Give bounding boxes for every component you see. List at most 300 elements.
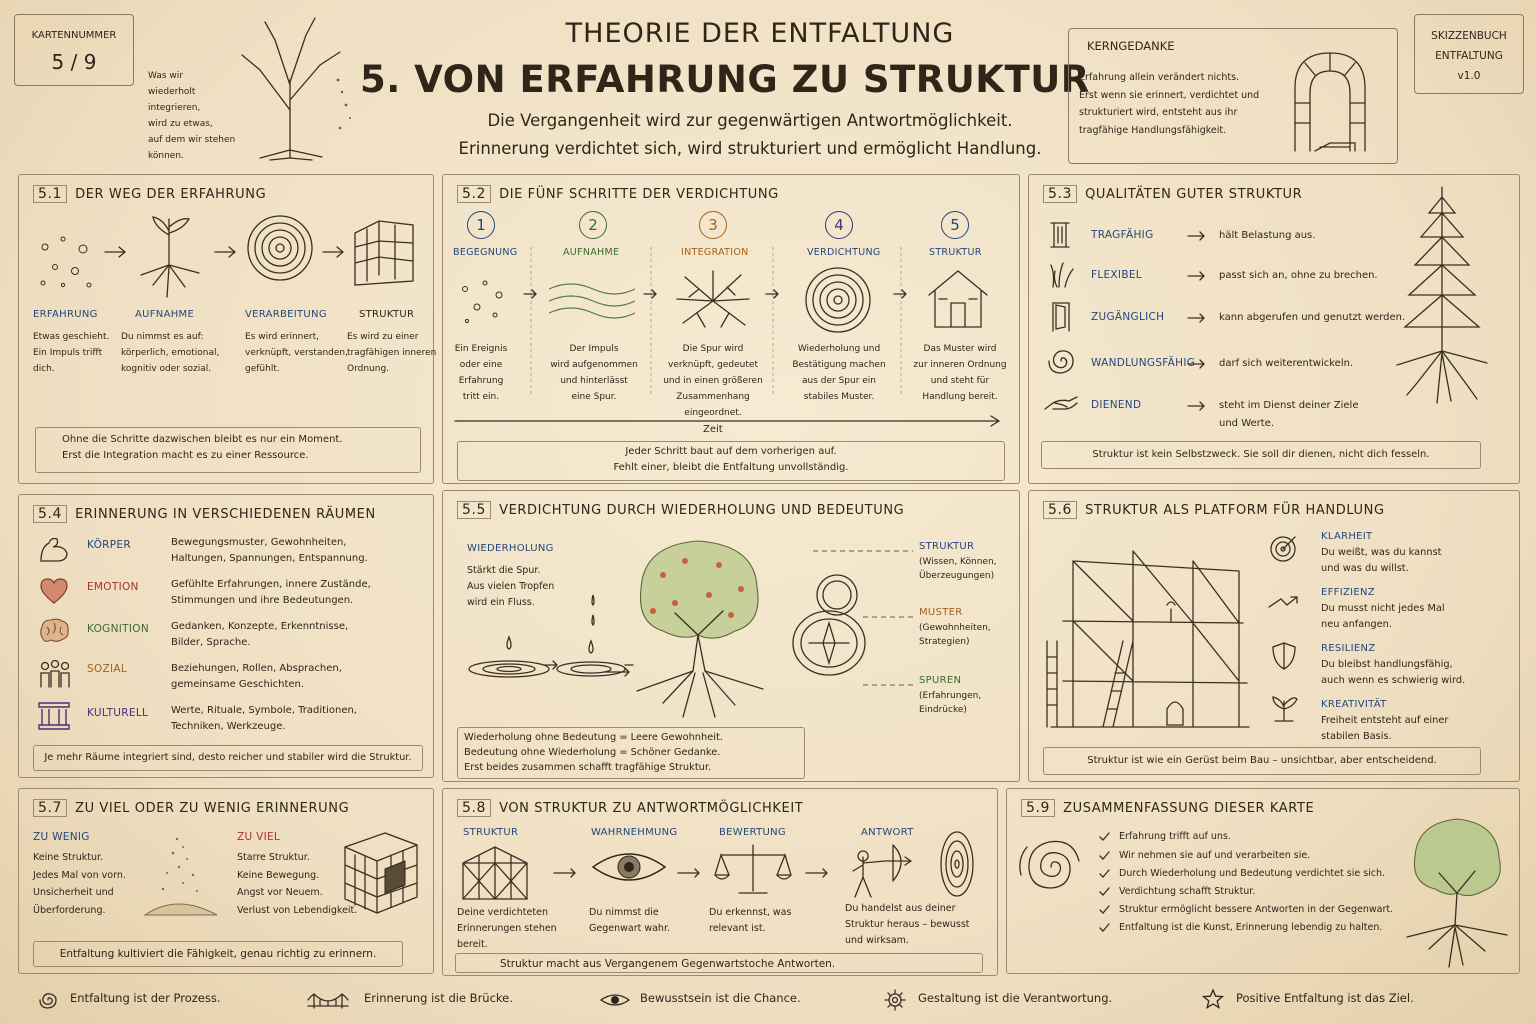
space-line: Werte, Rituale, Symbole, Traditionen, bbox=[171, 705, 357, 716]
stone-wall-icon bbox=[349, 211, 419, 287]
layer-text bbox=[919, 689, 981, 717]
step-line: stabiles Muster. bbox=[803, 392, 875, 402]
temple-icon bbox=[37, 701, 71, 731]
stone-cube-icon bbox=[341, 825, 421, 917]
panel-number: 5.8 bbox=[457, 799, 491, 817]
arrow-icon bbox=[677, 867, 703, 879]
step-line: Es wird erinnert, bbox=[245, 332, 319, 342]
eye-icon bbox=[600, 992, 630, 1008]
summary-item: Durch Wiederholung und Bedeutung verdichtet sie sich. bbox=[1119, 868, 1386, 879]
summary-item: Entfaltung ist die Kunst, Erinnerung lebendig zu halten. bbox=[1119, 922, 1383, 933]
tree-icon bbox=[220, 10, 360, 160]
panel-number: 5.4 bbox=[33, 505, 67, 523]
step-line: und steht für bbox=[930, 376, 990, 386]
card-number-label: KARTENNUMMER bbox=[31, 30, 117, 41]
answer-line: Du nimmst die bbox=[589, 907, 659, 918]
space-label: KULTURELL bbox=[87, 707, 149, 719]
step-label: VERARBEITUNG bbox=[245, 309, 327, 320]
step-line: Handlung bereit. bbox=[922, 392, 998, 402]
step-line: Es wird zu einer bbox=[347, 332, 419, 342]
space-line: Haltungen, Spannungen, Entspannung. bbox=[171, 553, 368, 564]
tree-rings-icon bbox=[803, 265, 873, 335]
step-line: aus der Spur ein bbox=[801, 376, 876, 386]
note-line: Erst die Integration macht es zu einer Ressource. bbox=[62, 450, 309, 461]
tree-icon bbox=[623, 531, 773, 721]
arrow-icon bbox=[1267, 595, 1299, 611]
arrow-icon bbox=[765, 289, 781, 299]
page-subtitle-1: Die Vergangenheit wird zur gegenwärtigen Antwortmöglichkeit. bbox=[487, 111, 1013, 130]
too-few-label: ZU WENIG bbox=[33, 831, 90, 843]
platform-label: RESILIENZ bbox=[1321, 643, 1376, 654]
summary-item: Wir nehmen sie auf und verarbeiten sie. bbox=[1119, 850, 1311, 861]
answer-line: und wirksam. bbox=[845, 935, 909, 946]
step-text bbox=[779, 341, 899, 405]
frame-house-icon bbox=[459, 843, 531, 901]
space-label: KÖRPER bbox=[87, 539, 131, 551]
arrow-icon bbox=[553, 867, 579, 879]
tree-note-line: wiederholt bbox=[148, 87, 196, 97]
panel-5-7 bbox=[18, 788, 434, 974]
too-few-line: Keine Struktur. bbox=[33, 852, 104, 863]
arrow-icon bbox=[1187, 401, 1207, 411]
panel-title bbox=[457, 799, 803, 817]
step-text bbox=[539, 341, 649, 405]
step-label: AUFNAHME bbox=[135, 309, 195, 320]
spiral-icon bbox=[1047, 347, 1075, 375]
people-icon bbox=[37, 659, 73, 689]
platform-label: EFFIZIENZ bbox=[1321, 587, 1375, 598]
footer-item: Bewusstsein ist die Chance. bbox=[640, 991, 801, 1005]
eye-icon bbox=[591, 847, 667, 887]
layer-label: SPUREN bbox=[919, 675, 962, 686]
answer-line: Erinnerungen stehen bbox=[457, 923, 557, 934]
panel-heading: STRUKTUR ALS PLATFORM FÜR HANDLUNG bbox=[1085, 503, 1385, 518]
summary-item: Erfahrung trifft auf uns. bbox=[1119, 831, 1231, 842]
step-label: STRUKTUR bbox=[359, 309, 415, 320]
core-idea-line: tragfähige Handlungsfähigkeit. bbox=[1079, 124, 1227, 136]
platform-line: Freiheit entsteht auf einer bbox=[1321, 715, 1449, 726]
step-label: VERDICHTUNG bbox=[807, 247, 881, 258]
step-number: 1 bbox=[467, 211, 495, 239]
tree-note bbox=[148, 68, 235, 164]
step-line: Etwas geschieht. bbox=[33, 332, 110, 342]
step-line: tritt ein. bbox=[462, 392, 500, 402]
panel-5-8 bbox=[442, 788, 998, 976]
step-line: Wiederholung und bbox=[797, 344, 881, 354]
too-few-line: Jedes Mal von vorn. bbox=[33, 869, 126, 881]
step-label: STRUKTUR bbox=[929, 247, 982, 258]
step-label: INTEGRATION bbox=[681, 247, 749, 258]
panel-heading: ZU VIEL ODER ZU WENIG ERINNERUNG bbox=[75, 801, 350, 816]
step-line: Ordnung. bbox=[347, 364, 390, 374]
step-line: Ein Ereignis bbox=[454, 344, 508, 354]
panel-number: 5.3 bbox=[1043, 185, 1077, 203]
platform-line: Du weißt, was du kannst bbox=[1321, 547, 1442, 558]
footer-item: Erinnerung ist die Brücke. bbox=[364, 991, 513, 1005]
panel-number: 5.5 bbox=[457, 501, 491, 519]
layer-line: Eindrücke) bbox=[919, 705, 967, 715]
spiral-icon bbox=[1015, 829, 1085, 903]
step-line: eingeordnet. bbox=[684, 408, 742, 418]
network-icon bbox=[675, 269, 751, 333]
answer-line: Du handelst aus deiner bbox=[845, 903, 956, 914]
panel-number: 5.9 bbox=[1021, 799, 1055, 817]
p58-note: Struktur macht aus Vergangenem Gegenwartstoche Antworten. bbox=[455, 953, 983, 973]
panel-heading: ZUSAMMENFASSUNG DIESER KARTE bbox=[1063, 801, 1315, 816]
p52-note bbox=[457, 441, 1005, 481]
item-label: TRAGFÄHIG bbox=[1091, 229, 1154, 241]
item-text: kann abgerufen und genutzt werden. bbox=[1219, 312, 1406, 323]
dots-icon bbox=[455, 275, 511, 331]
grass-icon bbox=[1049, 261, 1075, 289]
stone-arch-icon bbox=[1275, 43, 1385, 155]
item-label: WANDLUNGSFÄHIG bbox=[1091, 357, 1196, 369]
step-number: 5 bbox=[941, 211, 969, 239]
panel-number: 5.1 bbox=[33, 185, 67, 203]
step-line: tragfähigen inneren bbox=[347, 348, 437, 358]
step-line: Die Spur wird bbox=[682, 344, 744, 354]
sand-icon bbox=[137, 829, 223, 919]
platform-line: neu anfangen. bbox=[1321, 619, 1393, 630]
step-line: wird aufgenommen bbox=[550, 360, 638, 370]
archer-icon bbox=[845, 841, 915, 899]
panel-number: 5.2 bbox=[457, 185, 491, 203]
sprout-icon bbox=[1269, 691, 1299, 723]
repetition-line: Stärkt die Spur. bbox=[467, 565, 541, 576]
answer-step-text bbox=[589, 905, 670, 937]
platform-label: KREATIVITÄT bbox=[1321, 699, 1387, 710]
arrow-icon bbox=[1187, 359, 1207, 369]
layer-label: STRUKTUR bbox=[919, 541, 975, 552]
tree-icon bbox=[1377, 183, 1507, 407]
step-number: 4 bbox=[825, 211, 853, 239]
arrow-icon bbox=[603, 667, 633, 677]
space-line: Beziehungen, Rollen, Absprachen, bbox=[171, 663, 342, 674]
too-many-line: Angst vor Neuem. bbox=[237, 887, 323, 898]
platform-text bbox=[1321, 713, 1448, 745]
tree-note-line: auf dem wir stehen bbox=[148, 135, 236, 145]
target-icon bbox=[1269, 535, 1297, 563]
platform-text bbox=[1321, 601, 1445, 633]
platform-line: Du musst nicht jedes Mal bbox=[1321, 603, 1445, 614]
step-text bbox=[245, 329, 348, 377]
answer-step-label: WAHRNEHMUNG bbox=[591, 827, 678, 838]
page-kicker: THEORIE DER ENTFALTUNG bbox=[565, 18, 955, 49]
item-text: hält Belastung aus. bbox=[1219, 230, 1316, 241]
door-icon bbox=[1051, 301, 1071, 333]
too-many-line: Starre Struktur. bbox=[237, 852, 310, 863]
layer-label: MUSTER bbox=[919, 607, 963, 618]
too-few-text bbox=[33, 849, 126, 919]
panel-5-3 bbox=[1028, 174, 1520, 484]
dashed-connectors bbox=[803, 545, 923, 685]
heart-icon bbox=[39, 577, 69, 605]
note-line: Ohne die Schritte dazwischen bleibt es nur ein Moment. bbox=[62, 434, 343, 445]
bridge-icon bbox=[306, 990, 350, 1010]
panel-5-1 bbox=[18, 174, 437, 484]
platform-text bbox=[1321, 657, 1465, 689]
layer-text bbox=[919, 621, 991, 649]
arrow-icon bbox=[1187, 231, 1207, 241]
check-icon bbox=[1099, 905, 1110, 915]
step-line: verknüpft, verstanden, bbox=[245, 348, 348, 358]
panel-5-5 bbox=[442, 490, 1020, 782]
hand-icon bbox=[1043, 393, 1079, 413]
step-line: kognitiv oder sozial. bbox=[121, 364, 212, 374]
item-label: ZUGÄNGLICH bbox=[1091, 311, 1165, 323]
sketchbook-line: v1.0 bbox=[1457, 70, 1481, 82]
panel-title bbox=[33, 185, 266, 203]
check-icon bbox=[1099, 887, 1110, 897]
space-line: Bilder, Sprache. bbox=[171, 637, 251, 648]
step-line: Zusammenhang bbox=[676, 392, 750, 402]
answer-line: Gegenwart wahr. bbox=[589, 923, 671, 934]
step-line: dich. bbox=[33, 364, 55, 374]
p53-note: Struktur ist kein Selbstzweck. Sie soll dir dienen, nicht dich fesseln. bbox=[1041, 441, 1481, 469]
core-idea-line: strukturiert wird, entsteht aus ihr bbox=[1079, 107, 1238, 118]
space-line: gemeinsame Geschichten. bbox=[171, 679, 305, 690]
scales-icon bbox=[713, 841, 793, 897]
check-icon bbox=[1099, 869, 1110, 879]
answer-step-label: BEWERTUNG bbox=[719, 827, 786, 838]
too-many-label: ZU VIEL bbox=[237, 831, 281, 843]
tree-note-line: wird zu etwas, bbox=[148, 119, 213, 129]
item-text bbox=[1219, 397, 1358, 433]
too-many-text bbox=[237, 849, 357, 919]
too-few-line: Unsicherheit und bbox=[33, 887, 114, 898]
hut-icon bbox=[925, 265, 991, 329]
core-idea-text bbox=[1079, 69, 1259, 139]
item-text: passt sich an, ohne zu brechen. bbox=[1219, 270, 1378, 281]
panel-heading: QUALITÄTEN GUTER STRUKTUR bbox=[1085, 187, 1303, 202]
wave-icon bbox=[547, 279, 637, 323]
panel-heading: VERDICHTUNG DURCH WIEDERHOLUNG UND BEDEUTUNG bbox=[499, 503, 905, 518]
step-line: und in einen größeren bbox=[663, 376, 763, 386]
panel-number: 5.7 bbox=[33, 799, 67, 817]
panel-heading: DER WEG DER ERFAHRUNG bbox=[75, 187, 267, 202]
spiral-icon bbox=[38, 990, 58, 1010]
too-few-line: Überforderung. bbox=[33, 904, 106, 916]
space-text bbox=[171, 535, 368, 567]
star-icon bbox=[1202, 988, 1224, 1010]
arrow-icon bbox=[1187, 313, 1207, 323]
answer-line: Du erkennst, was bbox=[709, 907, 792, 918]
step-label: BEGEGNUNG bbox=[453, 247, 518, 258]
p57-note: Entfaltung kultiviert die Fähigkeit, genau richtig zu erinnern. bbox=[33, 941, 403, 967]
step-text bbox=[33, 329, 109, 377]
panel-title bbox=[1043, 185, 1302, 203]
core-idea-box bbox=[1068, 28, 1398, 164]
item-label: FLEXIBEL bbox=[1091, 269, 1142, 281]
panel-heading: DIE FÜNF SCHRITTE DER VERDICHTUNG bbox=[499, 187, 779, 202]
panel-heading: ERINNERUNG IN VERSCHIEDENEN RÄUMEN bbox=[75, 507, 376, 522]
platform-line: auch wenn es schwierig wird. bbox=[1321, 675, 1466, 686]
step-line: Der Impuls bbox=[569, 344, 619, 354]
footer-item: Positive Entfaltung ist das Ziel. bbox=[1236, 991, 1414, 1005]
layer-line: (Wissen, Können, bbox=[919, 557, 997, 567]
step-line: Erfahrung bbox=[458, 376, 504, 386]
step-line: eine Spur. bbox=[571, 392, 617, 402]
panel-heading: VON STRUKTUR ZU ANTWORTMÖGLICHKEIT bbox=[499, 801, 804, 816]
platform-label: KLARHEIT bbox=[1321, 531, 1373, 542]
sketchbook-box bbox=[1414, 14, 1524, 94]
layer-line: (Gewohnheiten, bbox=[919, 623, 991, 633]
pillar-icon bbox=[1049, 221, 1071, 249]
p54-note: Je mehr Räume integriert sind, desto reicher und stabiler wird die Struktur. bbox=[33, 745, 423, 771]
platform-line: und was du willst. bbox=[1321, 563, 1409, 574]
panel-title bbox=[33, 505, 376, 523]
p51-note bbox=[35, 427, 421, 473]
core-idea-label: KERNGEDANKE bbox=[1087, 39, 1175, 53]
platform-line: stabilen Basis. bbox=[1321, 731, 1392, 742]
gear-icon bbox=[884, 989, 906, 1011]
sprout-icon bbox=[129, 205, 209, 301]
answer-step-text bbox=[845, 901, 970, 949]
space-label: KOGNITION bbox=[87, 623, 149, 635]
step-line: Ein Impuls trifft bbox=[33, 348, 103, 358]
repetition-line: wird ein Fluss. bbox=[467, 597, 535, 608]
layer-line: (Erfahrungen, bbox=[919, 691, 982, 701]
repetition-line: Aus vielen Tropfen bbox=[467, 581, 555, 592]
answer-line: relevant ist. bbox=[709, 923, 766, 934]
footer-item: Entfaltung ist der Prozess. bbox=[70, 991, 221, 1005]
answer-line: bereit. bbox=[457, 939, 488, 950]
core-idea-line: Erfahrung allein verändert nichts. bbox=[1079, 72, 1240, 83]
step-label: AUFNAHME bbox=[563, 247, 620, 258]
arrow-icon bbox=[893, 289, 909, 299]
answer-step-label: STRUKTUR bbox=[463, 827, 519, 838]
panel-title bbox=[457, 501, 904, 519]
step-number: 2 bbox=[579, 211, 607, 239]
step-line: und hinterlässt bbox=[560, 376, 628, 386]
shield-icon bbox=[1271, 641, 1297, 671]
step-text bbox=[121, 329, 219, 377]
step-text bbox=[443, 341, 519, 405]
answer-step-text bbox=[709, 905, 791, 937]
step-text bbox=[655, 341, 771, 421]
panel-5-4 bbox=[18, 494, 434, 778]
check-icon bbox=[1099, 832, 1110, 842]
note-line: Fehlt einer, bleibt die Entfaltung unvollständig. bbox=[613, 462, 849, 473]
arrow-icon bbox=[523, 289, 539, 299]
dots-icon bbox=[33, 227, 99, 293]
sketchbook-line: SKIZZENBUCH bbox=[1431, 30, 1507, 42]
answer-step-text bbox=[457, 905, 557, 953]
platform-text bbox=[1321, 545, 1442, 577]
arrow-icon bbox=[1187, 271, 1207, 281]
answer-line: Deine verdichteten bbox=[457, 907, 548, 918]
arrow-icon bbox=[321, 245, 347, 259]
footer-item: Gestaltung ist die Verantwortung. bbox=[918, 991, 1113, 1005]
tree-icon bbox=[1399, 813, 1515, 969]
space-line: Gefühlte Erfahrungen, innere Zustände, bbox=[171, 579, 371, 590]
note-line: Erst beides zusammen schafft tragfähige Struktur. bbox=[464, 762, 712, 773]
note-line: Jeder Schritt baut auf dem vorherigen auf. bbox=[625, 446, 837, 457]
item-text: darf sich weiterentwickeln. bbox=[1219, 358, 1354, 369]
panel-title bbox=[1021, 799, 1314, 817]
tree-rings-icon bbox=[245, 213, 315, 283]
tree-note-line: Was wir bbox=[148, 71, 183, 81]
too-many-line: Verlust von Lebendigkeit. bbox=[237, 904, 358, 916]
panel-5-6 bbox=[1028, 490, 1520, 782]
time-axis-label: Zeit bbox=[703, 424, 723, 435]
tree-note-line: integrieren, bbox=[148, 103, 201, 113]
panel-number: 5.6 bbox=[1043, 501, 1077, 519]
check-icon bbox=[1099, 851, 1110, 861]
step-line: zur inneren Ordnung bbox=[913, 360, 1007, 370]
space-line: Stimmungen und ihre Bedeutungen. bbox=[171, 595, 354, 606]
panel-5-9 bbox=[1006, 788, 1520, 974]
p55-note bbox=[457, 727, 805, 779]
space-text bbox=[171, 703, 357, 735]
tree-note-line: können. bbox=[148, 151, 184, 161]
panel-5-2 bbox=[442, 174, 1020, 484]
space-line: Bewegungsmuster, Gewohnheiten, bbox=[171, 537, 347, 548]
card-number-box bbox=[14, 14, 134, 86]
summary-item: Struktur ermöglicht bessere Antworten in der Gegenwart. bbox=[1119, 904, 1394, 915]
item-line: steht im Dienst deiner Ziele bbox=[1219, 400, 1359, 411]
scaffold-icon bbox=[1043, 531, 1255, 731]
step-text bbox=[347, 329, 436, 377]
step-line: Bestätigung machen bbox=[792, 360, 886, 370]
layer-line: Überzeugungen) bbox=[919, 571, 995, 581]
summary-item: Verdichtung schafft Struktur. bbox=[1119, 886, 1256, 897]
space-label: SOZIAL bbox=[87, 663, 128, 675]
space-line: Techniken, Werkzeuge. bbox=[171, 721, 286, 732]
step-line: körperlich, emotional, bbox=[121, 348, 220, 358]
space-text bbox=[171, 577, 371, 609]
item-line: und Werte. bbox=[1219, 418, 1275, 429]
answer-line: Struktur heraus – bewusst bbox=[845, 919, 970, 930]
arrow-icon bbox=[643, 289, 659, 299]
space-line: Gedanken, Konzepte, Erkenntnisse, bbox=[171, 621, 349, 632]
panel-title bbox=[1043, 501, 1385, 519]
arrow-icon bbox=[805, 867, 831, 879]
page-subtitle-2: Erinnerung verdichtet sich, wird strukturiert und ermöglicht Handlung. bbox=[458, 139, 1042, 158]
step-line: Du nimmst es auf: bbox=[121, 332, 204, 342]
panel-title bbox=[33, 799, 349, 817]
step-line: oder eine bbox=[459, 360, 503, 370]
page-title: 5. VON ERFAHRUNG ZU STRUKTUR bbox=[360, 58, 1090, 101]
target-icon bbox=[937, 829, 977, 899]
too-many-line: Keine Bewegung. bbox=[237, 869, 320, 881]
platform-line: Du bleibst handlungsfähig, bbox=[1321, 659, 1453, 670]
note-line: Bedeutung ohne Wiederholung = Schöner Gedanke. bbox=[464, 747, 721, 758]
arrow-icon bbox=[213, 245, 239, 259]
item-label: DIENEND bbox=[1091, 399, 1142, 411]
space-text bbox=[171, 619, 348, 651]
core-idea-line: Erst wenn sie erinnert, verdichtet und bbox=[1079, 89, 1260, 101]
layer-text bbox=[919, 555, 997, 583]
muscle-icon bbox=[37, 535, 71, 565]
step-line: Das Muster wird bbox=[923, 344, 997, 354]
card-number: 5 / 9 bbox=[51, 50, 97, 74]
note-line: Wiederholung ohne Bedeutung = Leere Gewohnheit. bbox=[464, 732, 723, 743]
space-label: EMOTION bbox=[87, 581, 139, 593]
step-line: verknüpft, gedeutet bbox=[668, 360, 758, 370]
step-line: gefühlt. bbox=[245, 364, 280, 374]
repetition-label: WIEDERHOLUNG bbox=[467, 543, 554, 554]
step-label: ERFAHRUNG bbox=[33, 309, 98, 320]
answer-step-label: ANTWORT bbox=[861, 827, 914, 838]
space-text bbox=[171, 661, 342, 693]
p56-note: Struktur ist wie ein Gerüst beim Bau – unsichtbar, aber entscheidend. bbox=[1043, 747, 1481, 775]
check-icon bbox=[1099, 923, 1110, 933]
sketchbook-line: ENTFALTUNG bbox=[1435, 50, 1503, 62]
layer-line: Strategien) bbox=[919, 637, 970, 647]
brain-icon bbox=[37, 617, 71, 645]
arrow-icon bbox=[103, 245, 129, 259]
